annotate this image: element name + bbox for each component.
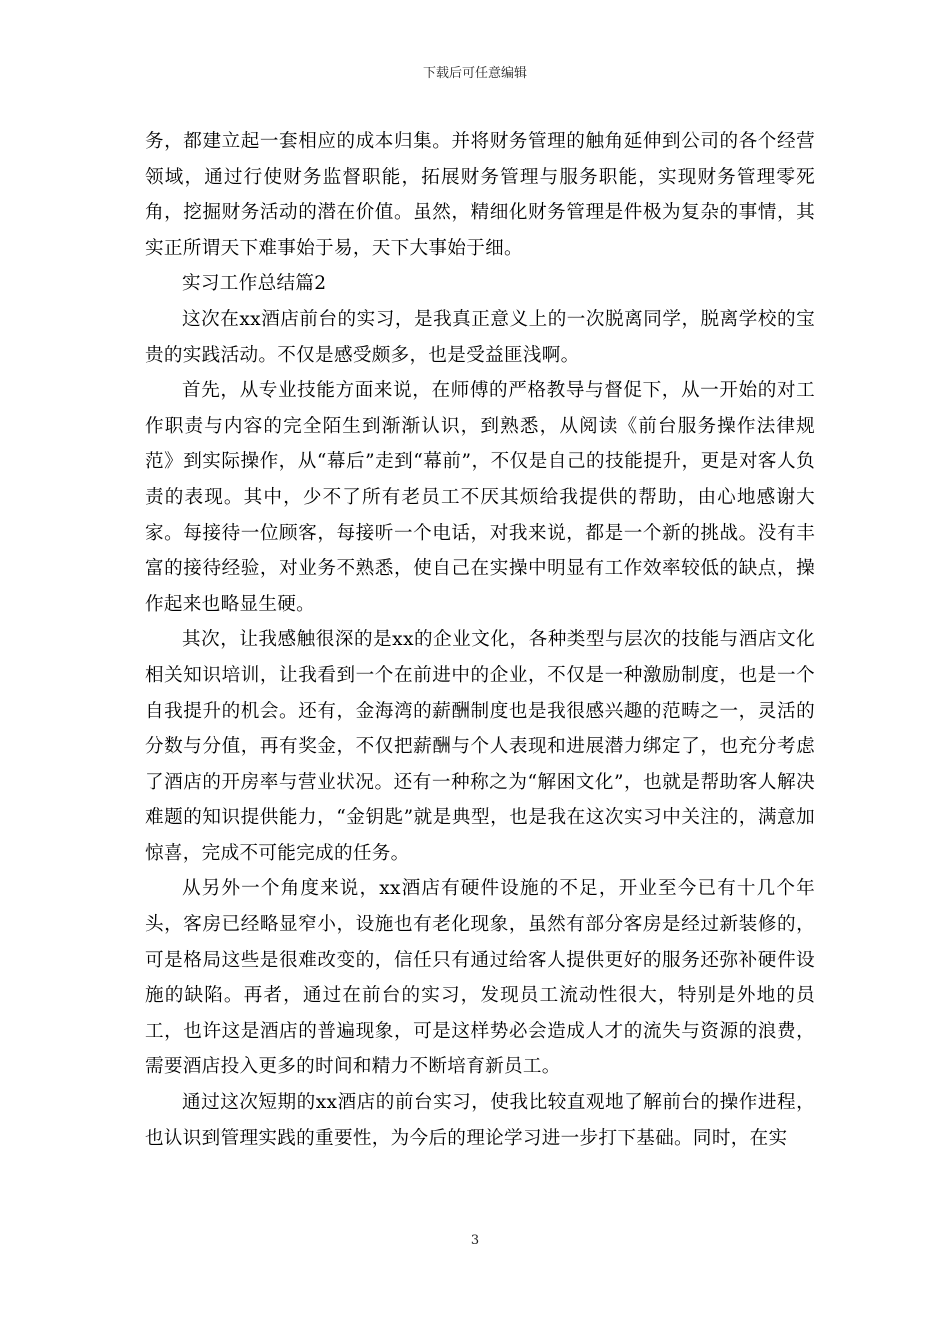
paragraph: 首先，从专业技能方面来说，在师傅的严格教导与督促下，从一开始的对工作职责与内容的完全陌生到渐渐认识，到熟悉，从阅读《前台服务操作法律规范》到实际操作，从“幕后”走到“幕前”，不仅是自己的技能提升，更是对客人负责的表现。其中，少不了所有老员工不厌其烦给我提供的帮助，由心地感谢大家。每接待一位顾客，每接听一个电话，对我来说，都是一个新的挑战。没有丰富的接待经验，对业务不熟悉，使自己在实操中明显有工作效率较低的缺点，操作起来也略显生硬。 bbox=[145, 380, 815, 615]
paragraph-continuation: 务，都建立起一套相应的成本归集。并将财务管理的触角延伸到公司的各个经营领域，通过行使财务监督职能，拓展财务管理与服务职能，实现财务管理零死角，挖掘财务活动的潜在价值。虽然，精细化财务管理是件极为复杂的事情，其实正所谓天下难事始于易，天下大事始于细。 bbox=[145, 131, 815, 259]
section-heading: 实习工作总结篇2 bbox=[182, 273, 327, 295]
page-number: 3 bbox=[470, 1233, 480, 1248]
page-header: 下载后可任意编辑 bbox=[422, 66, 527, 81]
document-body bbox=[145, 124, 815, 1156]
paragraph: 从另外一个角度来说，xx酒店有硬件设施的不足，开业至今已有十几个年头，客房已经略显窄小，设施也有老化现象，虽然有部分客房是经过新装修的，可是格局这些是很难改变的，信任只有通过给客人提供更好的服务还弥补硬件设施的缺陷。再者，通过在前台的实习，发现员工流动性很大，特别是外地的员工，也许这是酒店的普遍现象，可是这样势必会造成人才的流失与资源的浪费，需要酒店投入更多的时间和精力不断培育新员工。 bbox=[145, 878, 815, 1078]
paragraph: 这次在xx酒店前台的实习，是我真正意义上的一次脱离同学，脱离学校的宝贵的实践活动。不仅是感受颇多，也是受益匪浅啊。 bbox=[145, 308, 815, 366]
paragraph: 其次，让我感触很深的是xx的企业文化，各种类型与层次的技能与酒店文化相关知识培训，让我看到一个在前进中的企业，不仅是一种激励制度，也是一个自我提升的机会。还有，金海湾的薪酬制度也是我很感兴趣的范畴之一，灵活的分数与分值，再有奖金，不仅把薪酬与个人表现和进展潜力绑定了，也充分考虑了酒店的开房率与营业状况。还有一种称之为“解困文化”，也就是帮助客人解决难题的知识提供能力，“金钥匙”就是典型，也是我在这次实习中关注的，满意加惊喜，完成不可能完成的任务。 bbox=[145, 629, 815, 864]
paragraph: 通过这次短期的xx酒店的前台实习，使我比较直观地了解前台的操作进程，也认识到管理实践的重要性，为今后的理论学习进一步打下基础。同时，在实 bbox=[145, 1092, 815, 1149]
